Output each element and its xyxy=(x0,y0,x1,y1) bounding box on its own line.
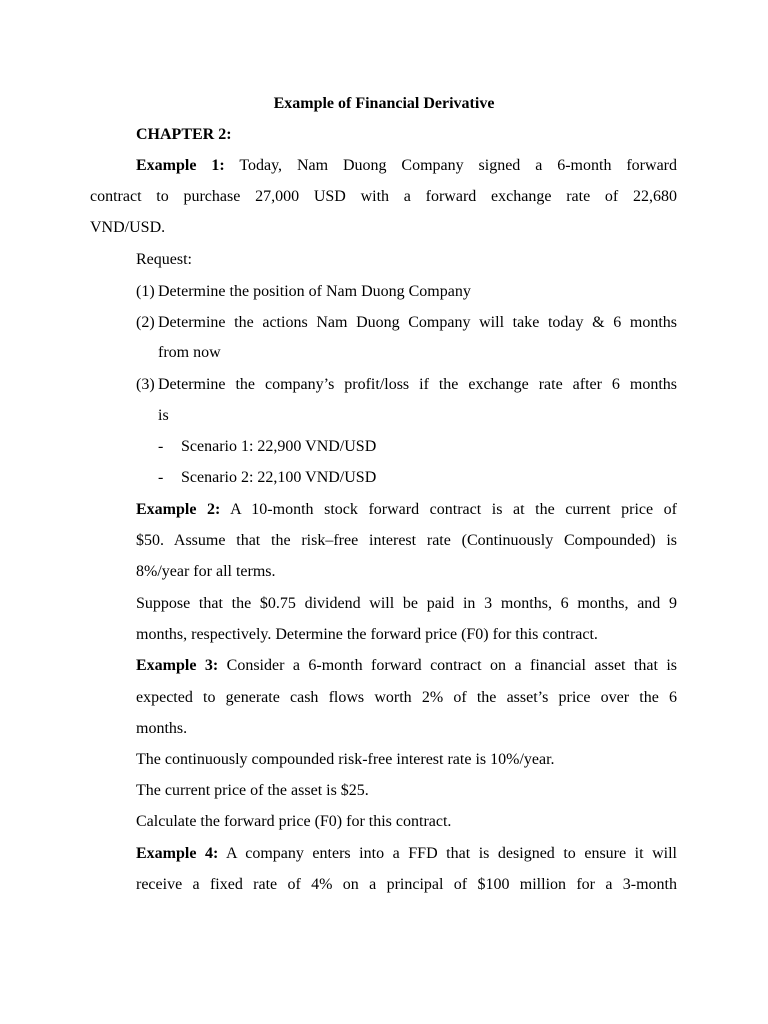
example3-line5: The current price of the asset is $25. xyxy=(136,782,369,799)
example1-line2: contract to purchase 27,000 USD with a forward exchange rate of 22,680 xyxy=(90,188,677,205)
scenario-2 xyxy=(0,468,768,488)
request-item-2 xyxy=(0,313,768,333)
example2-line4: Suppose that the $0.75 dividend will be paid in 3 months, 6 months, and 9 xyxy=(136,595,677,612)
request-item-3-continued: is xyxy=(158,407,169,424)
example3-label: Example 3: xyxy=(136,657,219,674)
example4-line2: receive a fixed rate of 4% on a principal of $100 million for a 3-month xyxy=(136,876,677,893)
request-item-3-text: Determine the company’s profit/loss if the exchange rate after 6 months xyxy=(158,376,677,393)
scenario-2-text: Scenario 2: 22,100 VND/USD xyxy=(181,469,377,486)
example4-text1: A company enters into a FFD that is designed to ensure it will xyxy=(226,845,677,862)
scenario-1-bullet: - xyxy=(158,438,164,455)
example2-line1 xyxy=(136,500,677,520)
example3-line1 xyxy=(136,656,677,676)
example2-label: Example 2: xyxy=(136,501,221,518)
example4-label: Example 4: xyxy=(136,845,219,862)
example1-line1 xyxy=(136,156,677,176)
example1-label: Example 1: xyxy=(136,157,225,174)
request-item-1-number: (1) xyxy=(136,283,155,300)
example3-line4: The continuously compounded risk-free interest rate is 10%/year. xyxy=(136,751,555,768)
example1-line3: VND/USD. xyxy=(90,219,166,236)
request-item-2-continued: from now xyxy=(158,344,221,361)
example1-text1: Today, Nam Duong Company signed a 6-month forward xyxy=(239,157,677,174)
example3-line6: Calculate the forward price (F0) for this contract. xyxy=(136,813,452,830)
scenario-2-bullet: - xyxy=(158,469,164,486)
example3-line2: expected to generate cash flows worth 2% of the asset’s price over the 6 xyxy=(136,689,677,706)
request-label: Request: xyxy=(136,251,192,268)
example2-text1: A 10-month stock forward contract is at the current price of xyxy=(230,501,677,518)
document-title: Example of Financial Derivative xyxy=(273,95,495,112)
chapter-heading: CHAPTER 2: xyxy=(136,126,232,143)
request-item-2-number: (2) xyxy=(136,314,155,331)
example2-line3: 8%/year for all terms. xyxy=(136,563,276,580)
scenario-1 xyxy=(0,437,768,457)
example3-text1: Consider a 6-month forward contract on a financial asset that is xyxy=(226,657,677,674)
example2-line5: months, respectively. Determine the forward price (F0) for this contract. xyxy=(136,626,598,643)
example3-line3: months. xyxy=(136,720,188,737)
request-item-1 xyxy=(0,282,768,302)
example4-line1 xyxy=(136,844,677,864)
request-item-2-text: Determine the actions Nam Duong Company will take today & 6 months xyxy=(158,314,677,331)
example2-line2: $50. Assume that the risk–free interest rate (Continuously Compounded) is xyxy=(136,532,677,549)
request-item-3-number: (3) xyxy=(136,376,155,393)
request-item-1-text: Determine the position of Nam Duong Company xyxy=(158,283,471,300)
scenario-1-text: Scenario 1: 22,900 VND/USD xyxy=(181,438,377,455)
request-item-3 xyxy=(0,375,768,395)
